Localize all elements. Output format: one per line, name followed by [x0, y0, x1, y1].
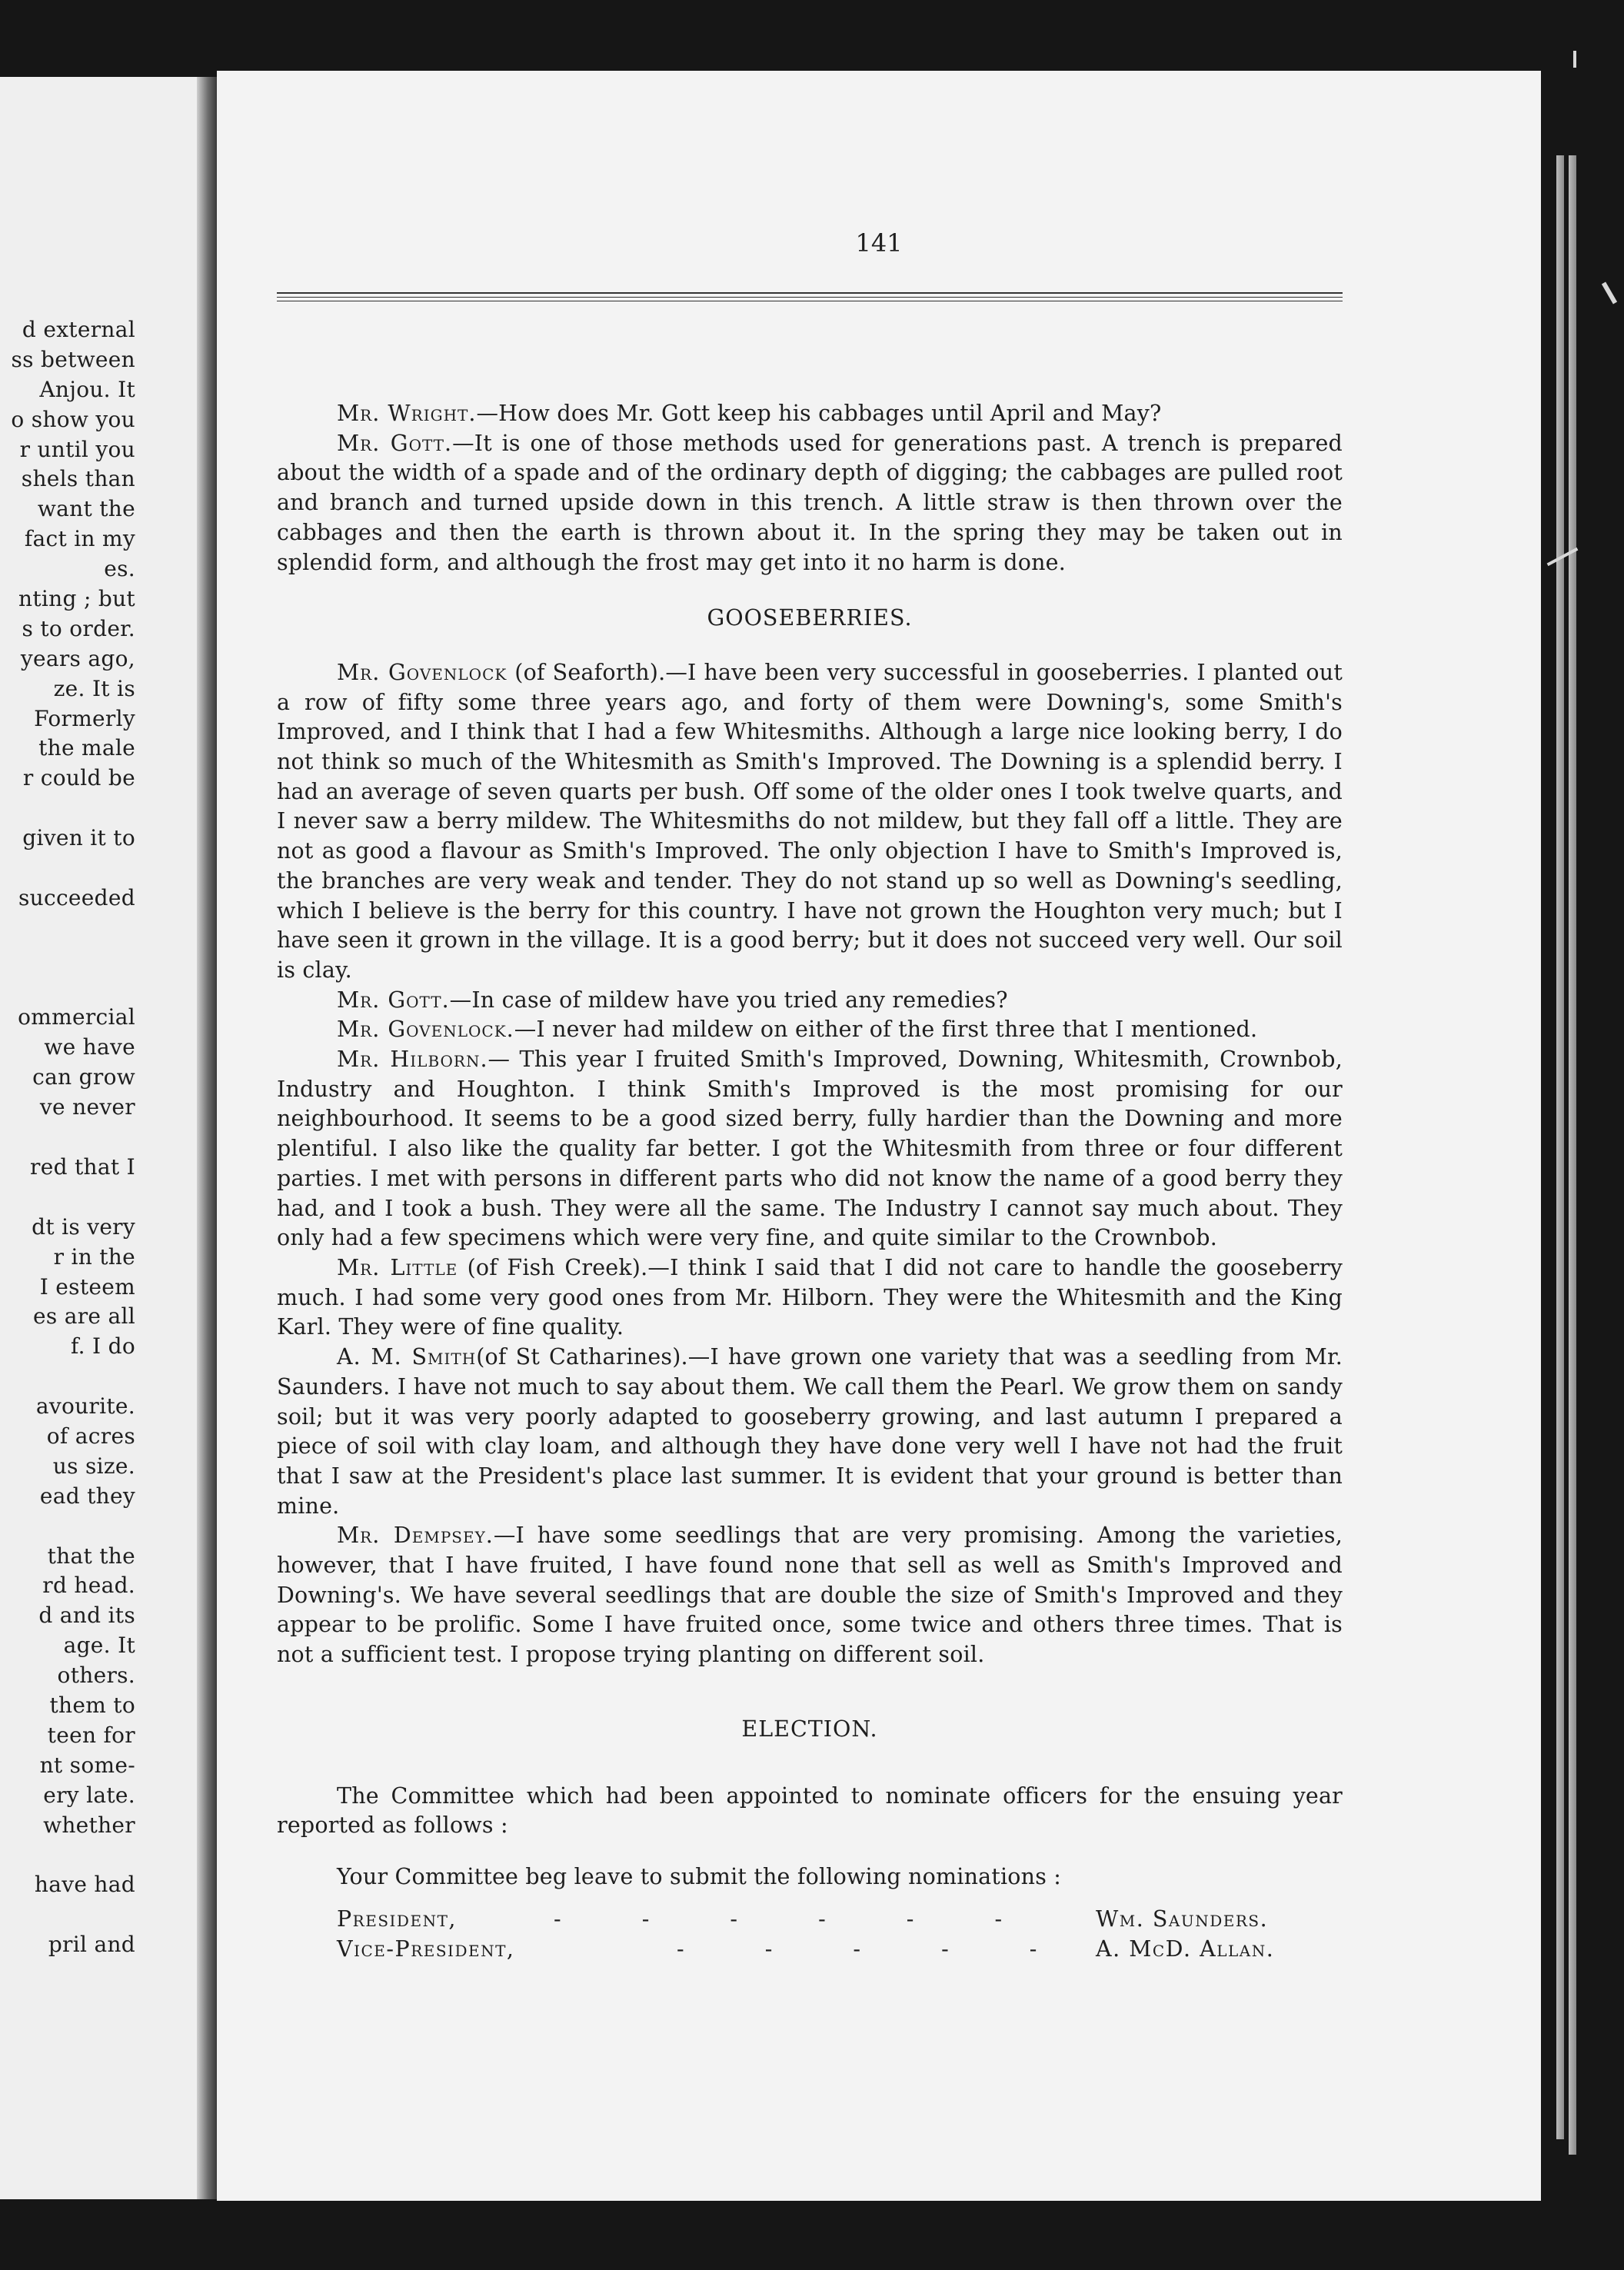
left-page-line: them to [49, 1692, 135, 1718]
header-rule [277, 292, 1343, 294]
left-page-line [0, 1512, 135, 1542]
paragraph-text: (of St Catharines).—I have grown one variety that was a seedling from Mr. Saunders. I have not much to say about them. We call them the Pearl. We grow them on sandy soil; but it was very poorly adapted to gooseberry growing, and last autumn I prepared a piece of soil with clay loam, and although they have done very well I have not had the fruit that I saw at the President's place last summer. It is evident that your ground is better than mine. [277, 1344, 1343, 1519]
left-page-line: r until you [19, 436, 135, 462]
paragraph [277, 399, 1343, 429]
left-page-line: can grow [32, 1064, 135, 1090]
left-page-line: o show you [11, 406, 135, 432]
left-page-line: f. I do [70, 1333, 135, 1360]
left-page-line: ery late. [43, 1782, 135, 1808]
left-page-line: fact in my [24, 526, 135, 552]
left-page-line: we have [44, 1034, 135, 1060]
left-page-line [0, 794, 135, 824]
left-page-line [0, 1183, 135, 1213]
speaker: Mr. Wright. [337, 401, 477, 426]
left-page-line: avourite. [35, 1393, 135, 1420]
paragraph [277, 1521, 1343, 1670]
left-page-line: ommercial [18, 1004, 135, 1030]
left-page-text [0, 315, 135, 1960]
paragraph-text: —In case of mildew have you tried any remedies? [449, 987, 1008, 1013]
office-title: President, [337, 1906, 457, 1932]
election-submit: Your Committee beg leave to submit the following nominations : [337, 1863, 1062, 1889]
left-page-line [0, 1900, 135, 1930]
left-page-line: others. [57, 1663, 135, 1689]
left-page-line [0, 944, 135, 974]
book-gutter [197, 77, 217, 2199]
paragraph-text: —How does Mr. Gott keep his cabbages until April and May? [476, 401, 1162, 426]
left-page-line [0, 1362, 135, 1392]
paragraph [277, 429, 1343, 578]
left-page-line: nt some- [39, 1752, 135, 1778]
paragraph [277, 1015, 1343, 1045]
left-page-line: red that I [30, 1153, 135, 1180]
paragraph-text: (of Seaforth).—I have been very successful in gooseberries. I planted out a row of fifty some three years ago, and forty of them were Downing's, some Smith's Improved, and I think that I had a few Whitesmiths. Although a large nice looking berry, I do not think so much of the Whitesmith as Smith's Improved. The Downing is a splendid berry. I had an average of seven quarts per bush. Off some of the older ones I took twelve quarts, and I never saw a berry mildew. The Whitesmiths do not mildew, but they fall off a little. They are not as good a flavour as Smith's Improved. The only objection I have to Smith's Improved is, the branches are very weak and tender. They do not stand up so well as Downing's seedling, which I believe is the berry for this country. I have not grown the Houghton very much; but I have seen it grown in the village. It is a good berry; but it does not succeed very well. Our soil is clay. [277, 659, 1343, 983]
nomination-row [277, 1935, 1343, 1965]
left-page-line: d and its [38, 1603, 135, 1629]
left-page-line: I esteem [39, 1273, 135, 1300]
left-page-line: us size. [52, 1453, 135, 1479]
paragraph-text: —I have some seedlings that are very promising. Among the varieties, however, that I have fruited, I have found none that sell as well as Smith's Improved and Downing's. We have several seedlings that are double the size of Smith's Improved and they appear to be prolific. Some I have fruited once, some twice and others three times. That is not a sufficient test. I propose trying planting on different soil. [277, 1523, 1343, 1668]
page-body [277, 399, 1343, 1965]
left-page-line: the male [38, 735, 135, 761]
left-page-line: age. It [63, 1633, 135, 1659]
left-page-line: es. [104, 556, 135, 582]
left-page-line [0, 1840, 135, 1870]
left-page-line: that the [47, 1543, 135, 1569]
left-page-line: Anjou. It [39, 376, 135, 402]
election-intro: The Committee which had been appointed to nominate officers for the ensuing year reported as follows : [277, 1782, 1343, 1839]
paragraph [277, 1045, 1343, 1253]
paragraph [277, 1343, 1343, 1521]
page-edge [1569, 155, 1576, 2155]
paragraph [277, 1253, 1343, 1343]
paragraph-text: —It is one of those methods used for generations past. A trench is prepared about the width of a spade and of the ordinary depth of digging; the cabbages are pulled root and branch and turned upside down in this trench. A little straw is then thrown over the cabbages and then the earth is thrown about it. In the spring they may be taken out in splendid form, and although the frost may get into it no harm is done. [277, 430, 1343, 575]
left-page-line: pril and [48, 1932, 135, 1958]
speaker: A. M. Smith [337, 1344, 477, 1370]
nominee-name: A. McD. Allan. [1096, 1935, 1275, 1962]
left-page-line: ss between [11, 346, 135, 372]
left-page-line [0, 914, 135, 944]
left-page-line: given it to [22, 825, 135, 851]
speaker: Mr. Hilborn. [337, 1047, 488, 1073]
left-page-line: ve never [39, 1094, 135, 1120]
left-page-line: dt is very [32, 1213, 135, 1240]
speaker: Mr. Gott. [337, 987, 450, 1013]
speaker: Mr. Govenlock. [337, 1017, 514, 1043]
leader-dots: - - - - - - [554, 1906, 1040, 1932]
left-page-line: have had [34, 1872, 135, 1898]
speaker: Mr. Govenlock [337, 659, 508, 685]
left-page-line: teen for [47, 1722, 135, 1748]
paragraph [277, 986, 1343, 1016]
office-title: Vice-President, [337, 1935, 515, 1962]
left-page-line: ead they [39, 1483, 135, 1509]
left-page-line: ze. It is [53, 675, 135, 701]
left-page-line: s to order. [22, 615, 135, 641]
left-page-line: d external [22, 317, 135, 342]
right-page [217, 71, 1541, 2201]
page-number: 141 [855, 228, 903, 258]
left-page-line: rd head. [42, 1573, 135, 1599]
page-edge [1556, 155, 1564, 2139]
left-page-line [0, 854, 135, 884]
leader-dots: - - - - - [677, 1935, 1074, 1962]
left-page-line: nting ; but [18, 586, 135, 612]
nominations-list [277, 1905, 1343, 1965]
paragraph-text: —I never had mildew on either of the first three that I mentioned. [514, 1017, 1258, 1043]
left-page-line: years ago, [20, 645, 135, 671]
section-heading-gooseberries: GOOSEBERRIES. [707, 605, 913, 631]
speaker: Mr. Gott. [337, 430, 453, 456]
paragraph-text: (of Fish Creek).—I think I said that I did not care to handle the gooseberry much. I had some very good ones from Mr. Hilborn. They were the Whitesmith and the King Karl. They were of fine quality. [277, 1254, 1343, 1340]
left-page-line: r in the [53, 1243, 135, 1270]
left-page-line: whether [43, 1812, 135, 1838]
left-page-line: shels than [21, 466, 135, 492]
left-page-line: r could be [22, 765, 135, 791]
nominee-name: Wm. Saunders. [1096, 1906, 1269, 1932]
header-rule [277, 297, 1343, 298]
left-page-line [0, 1123, 135, 1153]
left-page-line: succeeded [18, 884, 135, 910]
speaker: Mr. Dempsey. [337, 1523, 494, 1549]
left-page [0, 77, 217, 2199]
nomination-row [277, 1905, 1343, 1935]
left-page-line: want the [37, 496, 135, 522]
left-page-line: Formerly [34, 705, 135, 731]
section-heading-election: ELECTION. [741, 1716, 878, 1742]
speaker: Mr. Little [337, 1254, 458, 1280]
paragraph-text: — This year I fruited Smith's Improved, Downing, Whitesmith, Crownbob, Industry and Houghton. I think Smith's Improved is the most promising for our neighbourhood. It seems to be a good sized berry, fully hardier than the Downing and more plentiful. I also like the quality far better. I got the Whitesmith from three or four different parties. I met with persons in different parts who did not know the name of a good berry they had, and I took a bush. They were all the same. The Industry I cannot say much about. They only had a few specimens which were very fine, and quite similar to the Crownbob. [277, 1047, 1343, 1251]
left-page-line: es are all [33, 1303, 135, 1330]
dust-speck [1602, 282, 1617, 305]
left-page-line [0, 974, 135, 1004]
paragraph [277, 658, 1343, 986]
dust-speck [1573, 51, 1576, 68]
left-page-line: of acres [46, 1423, 135, 1449]
